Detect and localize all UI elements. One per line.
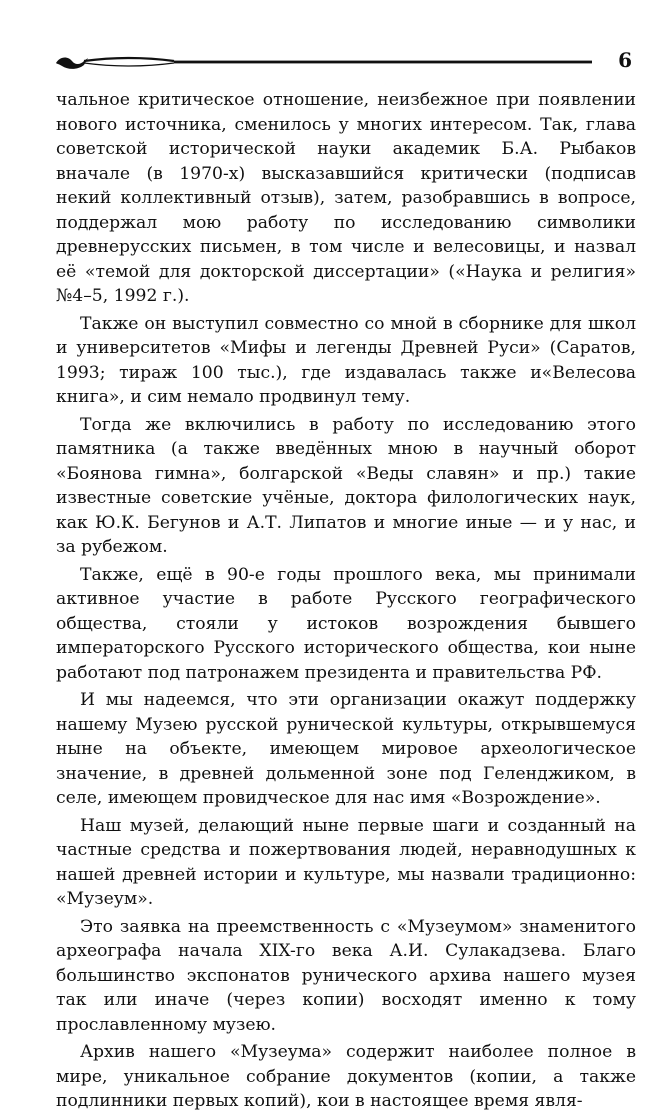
- paragraph-7: Это заявка на преемственность с «Музеумом» знаменитого археографа начала XIX-го века А.И. Сулакадзева. Благо большинство экспонатов рунического архива нашего музея так или иначе (через копии) восходят именно к тому прославленному музею.: [56, 916, 636, 1035]
- paragraph-6: Наш музей, делающий ныне первые шаги и созданный на частные средства и пожертвования людей, неравнодушных к нашей древней истории и культуре, мы назвали традиционно: «Музеум».: [56, 815, 636, 909]
- paragraph-5: И мы надеемся, что эти организации окажут поддержку нашему Музею русской рунической культуры, открывшемуся ныне на объекте, имеющем мировое археологическое значение, в древней дольменной зоне под Геленджиком, в селе, имеющем провидческое для нас имя «Возрождение».: [56, 690, 636, 808]
- paragraph-2: Также он выступил совместно со мной в сборнике для школ и университетов «Мифы и легенды Древней Руси» (Саратов, 1993; тираж 100 тыс.), где издавалась также и«Велесова книга», и сим немало продвинул тему.: [56, 313, 636, 407]
- ornament-divider-icon: [54, 52, 594, 72]
- paragraph-1: чальное критическое отношение, неизбежное при появлении нового источника, сменилось у многих интересом. Так, глава советской исторической науки академик Б.А. Рыбаков вначале (в 1970-х) высказавшийся критически (подписав некий коллективный отзыв), затем, разобравшись в вопросе, поддержал мою работу по исследованию символики древнерусских письмен, в том числе и велесовицы, и назвал её «темой для докторской диссертации» («Наука и религия» №4–5, 1992 г.).: [56, 90, 636, 306]
- paragraph-4: Также, ещё в 90-е годы прошлого века, мы принимали активное участие в работе Русского географического общества, стояли у истоков возрождения бывшего императорского Русского исторического общества, кои ныне работают под патронажем президента и правительства РФ.: [56, 564, 636, 683]
- body-text: [56, 88, 636, 1114]
- paragraph-8: Архив нашего «Музеума» содержит наиболее полное в мире, уникальное собрание документов (копии, а также подлинники первых копий), кои в настоящее время явля-: [56, 1042, 636, 1111]
- page-number: 6: [618, 48, 632, 72]
- page-header: [54, 46, 638, 80]
- paragraph-3: Тогда же включились в работу по исследованию этого памятника (а также введённых мною в научный оборот «Боянова гимна», болгарской «Веды славян» и пр.) такие известные советские учёные, доктора филологических наук, как Ю.К. Бегунов и А.Т. Липатов и многие иные — и у нас, и за рубежом.: [56, 414, 636, 557]
